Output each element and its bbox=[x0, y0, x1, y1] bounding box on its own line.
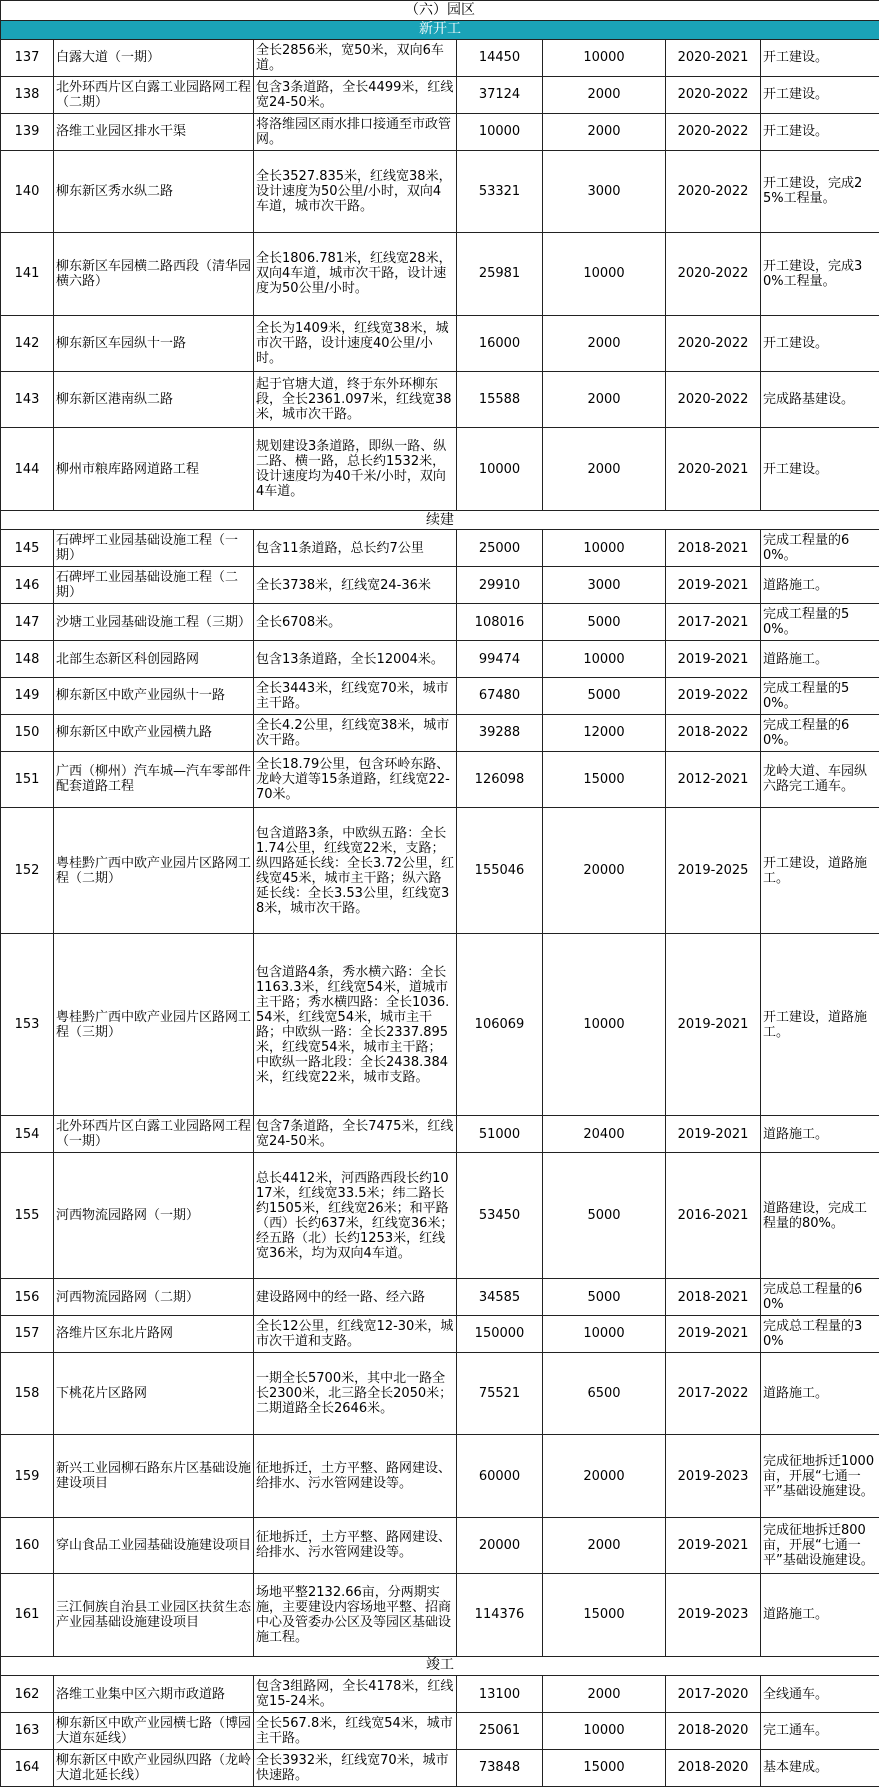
total-investment: 16000 bbox=[457, 315, 543, 371]
project-number: 147 bbox=[1, 604, 54, 641]
table-row bbox=[1, 677, 879, 714]
project-name: 下桃花片区路网 bbox=[54, 1352, 254, 1434]
total-investment: 51000 bbox=[457, 1116, 543, 1153]
total-investment: 29910 bbox=[457, 567, 543, 604]
construction-period: 2017-2022 bbox=[666, 1352, 761, 1434]
annual-plan-investment: 2000 bbox=[543, 1517, 666, 1573]
annual-progress: 完成总工程量的60% bbox=[761, 1279, 879, 1316]
annual-progress: 开工建设。 bbox=[761, 428, 879, 510]
annual-progress: 基本建成。 bbox=[761, 1749, 879, 1786]
project-description: 包含3组路网，全长4178米，红线宽15-24米。 bbox=[254, 1676, 457, 1713]
total-investment: 10000 bbox=[457, 113, 543, 150]
annual-plan-investment: 20400 bbox=[543, 1116, 666, 1153]
project-description: 总长4412米，河西路西段长约1017米，红线宽33.5米；纬二路长约1505米，红线宽26米；和平路（西）长约637米，红线宽36米；经五路（北）长约1253米，红线宽36米，均为双向4车道。 bbox=[254, 1153, 457, 1279]
annual-plan-investment: 5000 bbox=[543, 1279, 666, 1316]
project-name: 北部生态新区科创园路网 bbox=[54, 641, 254, 678]
construction-period: 2018-2022 bbox=[666, 714, 761, 751]
table-row bbox=[1, 1352, 879, 1434]
table-row bbox=[1, 1574, 879, 1656]
table-row bbox=[1, 1153, 879, 1279]
annual-plan-investment: 2000 bbox=[543, 76, 666, 113]
project-number: 156 bbox=[1, 1279, 54, 1316]
construction-period: 2020-2022 bbox=[666, 113, 761, 150]
construction-period: 2019-2023 bbox=[666, 1435, 761, 1517]
project-name: 广西（柳州）汽车城—汽车零部件配套道路工程 bbox=[54, 751, 254, 807]
project-number: 146 bbox=[1, 567, 54, 604]
construction-period: 2016-2021 bbox=[666, 1153, 761, 1279]
project-description: 包含道路4条，秀水横六路：全长1163.3米，红线宽54米，道城市主干路；秀水横四路：全长1036.54米，红线宽54米，城市主干路；中欧纵一路：全长2337.895米，红线宽54米，城市主干路；中欧纵一路北段：全长2438.384米，红线宽22米，城市支路。 bbox=[254, 934, 457, 1116]
project-name: 河西物流园路网（一期） bbox=[54, 1153, 254, 1279]
table-row bbox=[1, 372, 879, 428]
construction-period: 2019-2023 bbox=[666, 1574, 761, 1656]
table-row bbox=[1, 604, 879, 641]
annual-plan-investment: 20000 bbox=[543, 808, 666, 934]
phase-header-row bbox=[1, 510, 879, 530]
project-number: 164 bbox=[1, 1749, 54, 1786]
annual-plan-investment: 10000 bbox=[543, 1315, 666, 1352]
annual-progress: 道路建设，完成工程量的80%。 bbox=[761, 1153, 879, 1279]
project-number: 149 bbox=[1, 677, 54, 714]
annual-progress: 道路施工。 bbox=[761, 1116, 879, 1153]
project-name: 白露大道（一期） bbox=[54, 40, 254, 77]
annual-progress: 道路施工。 bbox=[761, 1574, 879, 1656]
project-number: 163 bbox=[1, 1713, 54, 1750]
project-number: 152 bbox=[1, 808, 54, 934]
project-name: 洛维工业集中区六期市政道路 bbox=[54, 1676, 254, 1713]
project-name: 柳东新区中欧产业园纵四路（龙岭大道北延长线） bbox=[54, 1749, 254, 1786]
total-investment: 53321 bbox=[457, 150, 543, 232]
table-row bbox=[1, 40, 879, 77]
project-name: 柳东新区中欧产业园纵十一路 bbox=[54, 677, 254, 714]
table-row bbox=[1, 1517, 879, 1573]
table-row bbox=[1, 1116, 879, 1153]
construction-period: 2020-2022 bbox=[666, 76, 761, 113]
project-number: 159 bbox=[1, 1435, 54, 1517]
total-investment: 108016 bbox=[457, 604, 543, 641]
project-name: 柳东新区车园横二路西段（清华园横六路） bbox=[54, 233, 254, 315]
construction-period: 2019-2021 bbox=[666, 641, 761, 678]
annual-progress: 完成征地拆迁800亩，开展“七通一平”基础设施建设。 bbox=[761, 1517, 879, 1573]
total-investment: 75521 bbox=[457, 1352, 543, 1434]
table-row bbox=[1, 567, 879, 604]
construction-period: 2019-2021 bbox=[666, 1517, 761, 1573]
construction-period: 2019-2021 bbox=[666, 1315, 761, 1352]
project-name: 粤桂黔广西中欧产业园片区路网工程（三期） bbox=[54, 934, 254, 1116]
annual-progress: 完成工程量的50%。 bbox=[761, 677, 879, 714]
project-description: 全长3738米，红线宽24-36米 bbox=[254, 567, 457, 604]
annual-progress: 完成工程量的50%。 bbox=[761, 604, 879, 641]
table-row bbox=[1, 315, 879, 371]
construction-period: 2020-2022 bbox=[666, 315, 761, 371]
project-number: 161 bbox=[1, 1574, 54, 1656]
project-description: 全长12公里，红线宽12-30米，城市次干道和支路。 bbox=[254, 1315, 457, 1352]
annual-plan-investment: 10000 bbox=[543, 40, 666, 77]
construction-period: 2018-2020 bbox=[666, 1749, 761, 1786]
table-row bbox=[1, 428, 879, 510]
construction-period: 2020-2022 bbox=[666, 233, 761, 315]
total-investment: 99474 bbox=[457, 641, 543, 678]
annual-plan-investment: 5000 bbox=[543, 1153, 666, 1279]
annual-progress: 完成征地拆迁1000亩，开展“七通一平”基础设施建设。 bbox=[761, 1435, 879, 1517]
annual-plan-investment: 10000 bbox=[543, 641, 666, 678]
annual-plan-investment: 15000 bbox=[543, 1574, 666, 1656]
table-row bbox=[1, 641, 879, 678]
section-title-row bbox=[1, 1, 879, 21]
total-investment: 114376 bbox=[457, 1574, 543, 1656]
construction-period: 2019-2021 bbox=[666, 934, 761, 1116]
annual-plan-investment: 2000 bbox=[543, 315, 666, 371]
construction-period: 2019-2025 bbox=[666, 808, 761, 934]
annual-progress: 全线通车。 bbox=[761, 1676, 879, 1713]
total-investment: 13100 bbox=[457, 1676, 543, 1713]
total-investment: 126098 bbox=[457, 751, 543, 807]
construction-period: 2020-2022 bbox=[666, 150, 761, 232]
project-number: 150 bbox=[1, 714, 54, 751]
phase-header-label: 竣工 bbox=[1, 1656, 879, 1676]
annual-plan-investment: 10000 bbox=[543, 934, 666, 1116]
construction-period: 2017-2021 bbox=[666, 604, 761, 641]
project-name: 洛维工业园区排水干渠 bbox=[54, 113, 254, 150]
table-row bbox=[1, 1279, 879, 1316]
project-number: 139 bbox=[1, 113, 54, 150]
construction-period: 2020-2022 bbox=[666, 372, 761, 428]
annual-plan-investment: 2000 bbox=[543, 428, 666, 510]
project-description: 包含11条道路，总长约7公里 bbox=[254, 530, 457, 567]
project-number: 154 bbox=[1, 1116, 54, 1153]
table-row bbox=[1, 751, 879, 807]
table-row bbox=[1, 934, 879, 1116]
annual-plan-investment: 20000 bbox=[543, 1435, 666, 1517]
annual-plan-investment: 5000 bbox=[543, 677, 666, 714]
project-name: 北外环西片区白露工业园路网工程（二期） bbox=[54, 76, 254, 113]
annual-plan-investment: 10000 bbox=[543, 233, 666, 315]
project-name: 柳东新区中欧产业园横七路（博园大道东延线） bbox=[54, 1713, 254, 1750]
project-description: 建设路网中的经一路、经六路 bbox=[254, 1279, 457, 1316]
total-investment: 155046 bbox=[457, 808, 543, 934]
annual-progress: 开工建设。 bbox=[761, 315, 879, 371]
total-investment: 150000 bbox=[457, 1315, 543, 1352]
annual-plan-investment: 10000 bbox=[543, 530, 666, 567]
project-description: 全长4.2公里，红线宽38米，城市次干路。 bbox=[254, 714, 457, 751]
annual-progress: 完成路基建设。 bbox=[761, 372, 879, 428]
total-investment: 67480 bbox=[457, 677, 543, 714]
table-row bbox=[1, 113, 879, 150]
project-description: 全长3527.835米，红线宽38米，设计速度为50公里/小时，双向4车道，城市次干路。 bbox=[254, 150, 457, 232]
table-row bbox=[1, 76, 879, 113]
project-description: 包含13条道路，全长12004米。 bbox=[254, 641, 457, 678]
phase-header-row bbox=[1, 20, 879, 40]
phase-header-label: 新开工 bbox=[1, 20, 879, 40]
project-description: 将洛维园区雨水排口接通至市政管网。 bbox=[254, 113, 457, 150]
construction-period: 2018-2021 bbox=[666, 530, 761, 567]
total-investment: 53450 bbox=[457, 1153, 543, 1279]
annual-progress: 开工建设。 bbox=[761, 40, 879, 77]
project-number: 142 bbox=[1, 315, 54, 371]
construction-period: 2019-2022 bbox=[666, 677, 761, 714]
project-number: 160 bbox=[1, 1517, 54, 1573]
project-name: 柳东新区秀水纵二路 bbox=[54, 150, 254, 232]
annual-progress: 完成工程量的60%。 bbox=[761, 530, 879, 567]
annual-plan-investment: 2000 bbox=[543, 372, 666, 428]
table-row bbox=[1, 150, 879, 232]
table-row bbox=[1, 1713, 879, 1750]
table-row bbox=[1, 1315, 879, 1352]
project-name: 石碑坪工业园基础设施工程（二期） bbox=[54, 567, 254, 604]
project-number: 148 bbox=[1, 641, 54, 678]
project-number: 158 bbox=[1, 1352, 54, 1434]
project-number: 153 bbox=[1, 934, 54, 1116]
phase-header-row bbox=[1, 1656, 879, 1676]
project-description: 包含7条道路，全长7475米，红线宽24-50米。 bbox=[254, 1116, 457, 1153]
annual-plan-investment: 15000 bbox=[543, 1749, 666, 1786]
project-description: 场地平整2132.66亩，分两期实施，主要建设内容场地平整、招商中心及管委办公区及等园区基础设施工程。 bbox=[254, 1574, 457, 1656]
project-name: 沙塘工业园基础设施工程（三期） bbox=[54, 604, 254, 641]
project-name: 穿山食品工业园基础设施建设项目 bbox=[54, 1517, 254, 1573]
total-investment: 39288 bbox=[457, 714, 543, 751]
table-row bbox=[1, 233, 879, 315]
project-description: 征地拆迁，土方平整、路网建设、给排水、污水管网建设等。 bbox=[254, 1435, 457, 1517]
project-number: 140 bbox=[1, 150, 54, 232]
project-description: 包含3条道路，全长4499米，红线宽24-50米。 bbox=[254, 76, 457, 113]
annual-plan-investment: 5000 bbox=[543, 604, 666, 641]
table-row bbox=[1, 1749, 879, 1786]
total-investment: 34585 bbox=[457, 1279, 543, 1316]
project-description: 全长18.79公里，包含环岭东路、龙岭大道等15条道路，红线宽22-70米。 bbox=[254, 751, 457, 807]
table-row bbox=[1, 1435, 879, 1517]
annual-progress: 完工通车。 bbox=[761, 1713, 879, 1750]
construction-period: 2018-2020 bbox=[666, 1713, 761, 1750]
construction-period: 2020-2021 bbox=[666, 40, 761, 77]
annual-progress: 完成总工程量的30% bbox=[761, 1315, 879, 1352]
total-investment: 20000 bbox=[457, 1517, 543, 1573]
project-name: 柳州市粮库路网道路工程 bbox=[54, 428, 254, 510]
total-investment: 25061 bbox=[457, 1713, 543, 1750]
construction-period: 2012-2021 bbox=[666, 751, 761, 807]
project-number: 143 bbox=[1, 372, 54, 428]
project-number: 137 bbox=[1, 40, 54, 77]
total-investment: 60000 bbox=[457, 1435, 543, 1517]
total-investment: 15588 bbox=[457, 372, 543, 428]
project-name: 石碑坪工业园基础设施工程（一期） bbox=[54, 530, 254, 567]
project-description: 包含道路3条，中欧纵五路：全长1.74公里，红线宽22米，支路；纵四路延长线：全长3.72公里，红线宽45米，城市主干路；纵六路延长线：全长3.53公里，红线宽38米，城市次干路。 bbox=[254, 808, 457, 934]
project-description: 起于官塘大道，终于东外环柳东段，全长2361.097米，红线宽38米，城市次干路。 bbox=[254, 372, 457, 428]
project-number: 155 bbox=[1, 1153, 54, 1279]
project-name: 柳东新区港南纵二路 bbox=[54, 372, 254, 428]
project-description: 全长为1409米，红线宽38米，城市次干路，设计速度40公里/小时。 bbox=[254, 315, 457, 371]
project-number: 138 bbox=[1, 76, 54, 113]
construction-period: 2019-2021 bbox=[666, 567, 761, 604]
annual-progress: 龙岭大道、车园纵六路完工通车。 bbox=[761, 751, 879, 807]
section-title: （六）园区 bbox=[1, 1, 879, 21]
annual-progress: 道路施工。 bbox=[761, 567, 879, 604]
project-description: 全长2856米，宽50米，双向6车道。 bbox=[254, 40, 457, 77]
annual-plan-investment: 2000 bbox=[543, 113, 666, 150]
construction-period: 2017-2020 bbox=[666, 1676, 761, 1713]
total-investment: 10000 bbox=[457, 428, 543, 510]
project-name: 河西物流园路网（二期） bbox=[54, 1279, 254, 1316]
annual-plan-investment: 12000 bbox=[543, 714, 666, 751]
table-row bbox=[1, 1676, 879, 1713]
annual-plan-investment: 6500 bbox=[543, 1352, 666, 1434]
construction-period: 2019-2021 bbox=[666, 1116, 761, 1153]
project-name: 柳东新区中欧产业园横九路 bbox=[54, 714, 254, 751]
total-investment: 37124 bbox=[457, 76, 543, 113]
total-investment: 14450 bbox=[457, 40, 543, 77]
project-name: 柳东新区车园纵十一路 bbox=[54, 315, 254, 371]
project-name: 三江侗族自治县工业园区扶贫生态产业园基础设施建设项目 bbox=[54, 1574, 254, 1656]
annual-plan-investment: 2000 bbox=[543, 1676, 666, 1713]
total-investment: 73848 bbox=[457, 1749, 543, 1786]
annual-plan-investment: 3000 bbox=[543, 150, 666, 232]
total-investment: 25981 bbox=[457, 233, 543, 315]
annual-progress: 完成工程量的60%。 bbox=[761, 714, 879, 751]
project-number: 157 bbox=[1, 1315, 54, 1352]
construction-period: 2018-2021 bbox=[666, 1279, 761, 1316]
projects-table-body bbox=[1, 1, 879, 1787]
table-row bbox=[1, 530, 879, 567]
annual-progress: 道路施工。 bbox=[761, 641, 879, 678]
project-description: 全长6708米。 bbox=[254, 604, 457, 641]
project-name: 北外环西片区白露工业园路网工程（一期） bbox=[54, 1116, 254, 1153]
annual-progress: 开工建设。 bbox=[761, 113, 879, 150]
annual-plan-investment: 15000 bbox=[543, 751, 666, 807]
annual-progress: 开工建设，完成25%工程量。 bbox=[761, 150, 879, 232]
project-number: 162 bbox=[1, 1676, 54, 1713]
annual-progress: 开工建设，道路施工。 bbox=[761, 808, 879, 934]
annual-plan-investment: 3000 bbox=[543, 567, 666, 604]
table-row bbox=[1, 808, 879, 934]
annual-progress: 开工建设。 bbox=[761, 76, 879, 113]
total-investment: 25000 bbox=[457, 530, 543, 567]
table-row bbox=[1, 714, 879, 751]
project-number: 145 bbox=[1, 530, 54, 567]
annual-progress: 开工建设，道路施工。 bbox=[761, 934, 879, 1116]
annual-progress: 开工建设，完成30%工程量。 bbox=[761, 233, 879, 315]
total-investment: 106069 bbox=[457, 934, 543, 1116]
phase-header-label: 续建 bbox=[1, 510, 879, 530]
project-name: 洛维片区东北片路网 bbox=[54, 1315, 254, 1352]
annual-progress: 道路施工。 bbox=[761, 1352, 879, 1434]
project-description: 全长3443米，红线宽70米，城市主干路。 bbox=[254, 677, 457, 714]
project-number: 141 bbox=[1, 233, 54, 315]
project-description: 全长1806.781米，红线宽28米，双向4车道，城市次干路，设计速度为50公里/小时。 bbox=[254, 233, 457, 315]
project-number: 151 bbox=[1, 751, 54, 807]
project-number: 144 bbox=[1, 428, 54, 510]
project-description: 征地拆迁，土方平整、路网建设、给排水、污水管网建设等。 bbox=[254, 1517, 457, 1573]
project-description: 全长567.8米，红线宽54米，城市主干路。 bbox=[254, 1713, 457, 1750]
project-description: 一期全长5700米，其中北一路全长2300米，北三路全长2050米；二期道路全长2646米。 bbox=[254, 1352, 457, 1434]
project-description: 全长3932米，红线宽70米，城市快速路。 bbox=[254, 1749, 457, 1786]
project-description: 规划建设3条道路，即纵一路、纵二路、横一路，总长约1532米，设计速度均为40千米/小时，双向4车道。 bbox=[254, 428, 457, 510]
annual-plan-investment: 10000 bbox=[543, 1713, 666, 1750]
project-name: 粤桂黔广西中欧产业园片区路网工程（二期） bbox=[54, 808, 254, 934]
construction-period: 2020-2021 bbox=[666, 428, 761, 510]
project-name: 新兴工业园柳石路东片区基础设施建设项目 bbox=[54, 1435, 254, 1517]
